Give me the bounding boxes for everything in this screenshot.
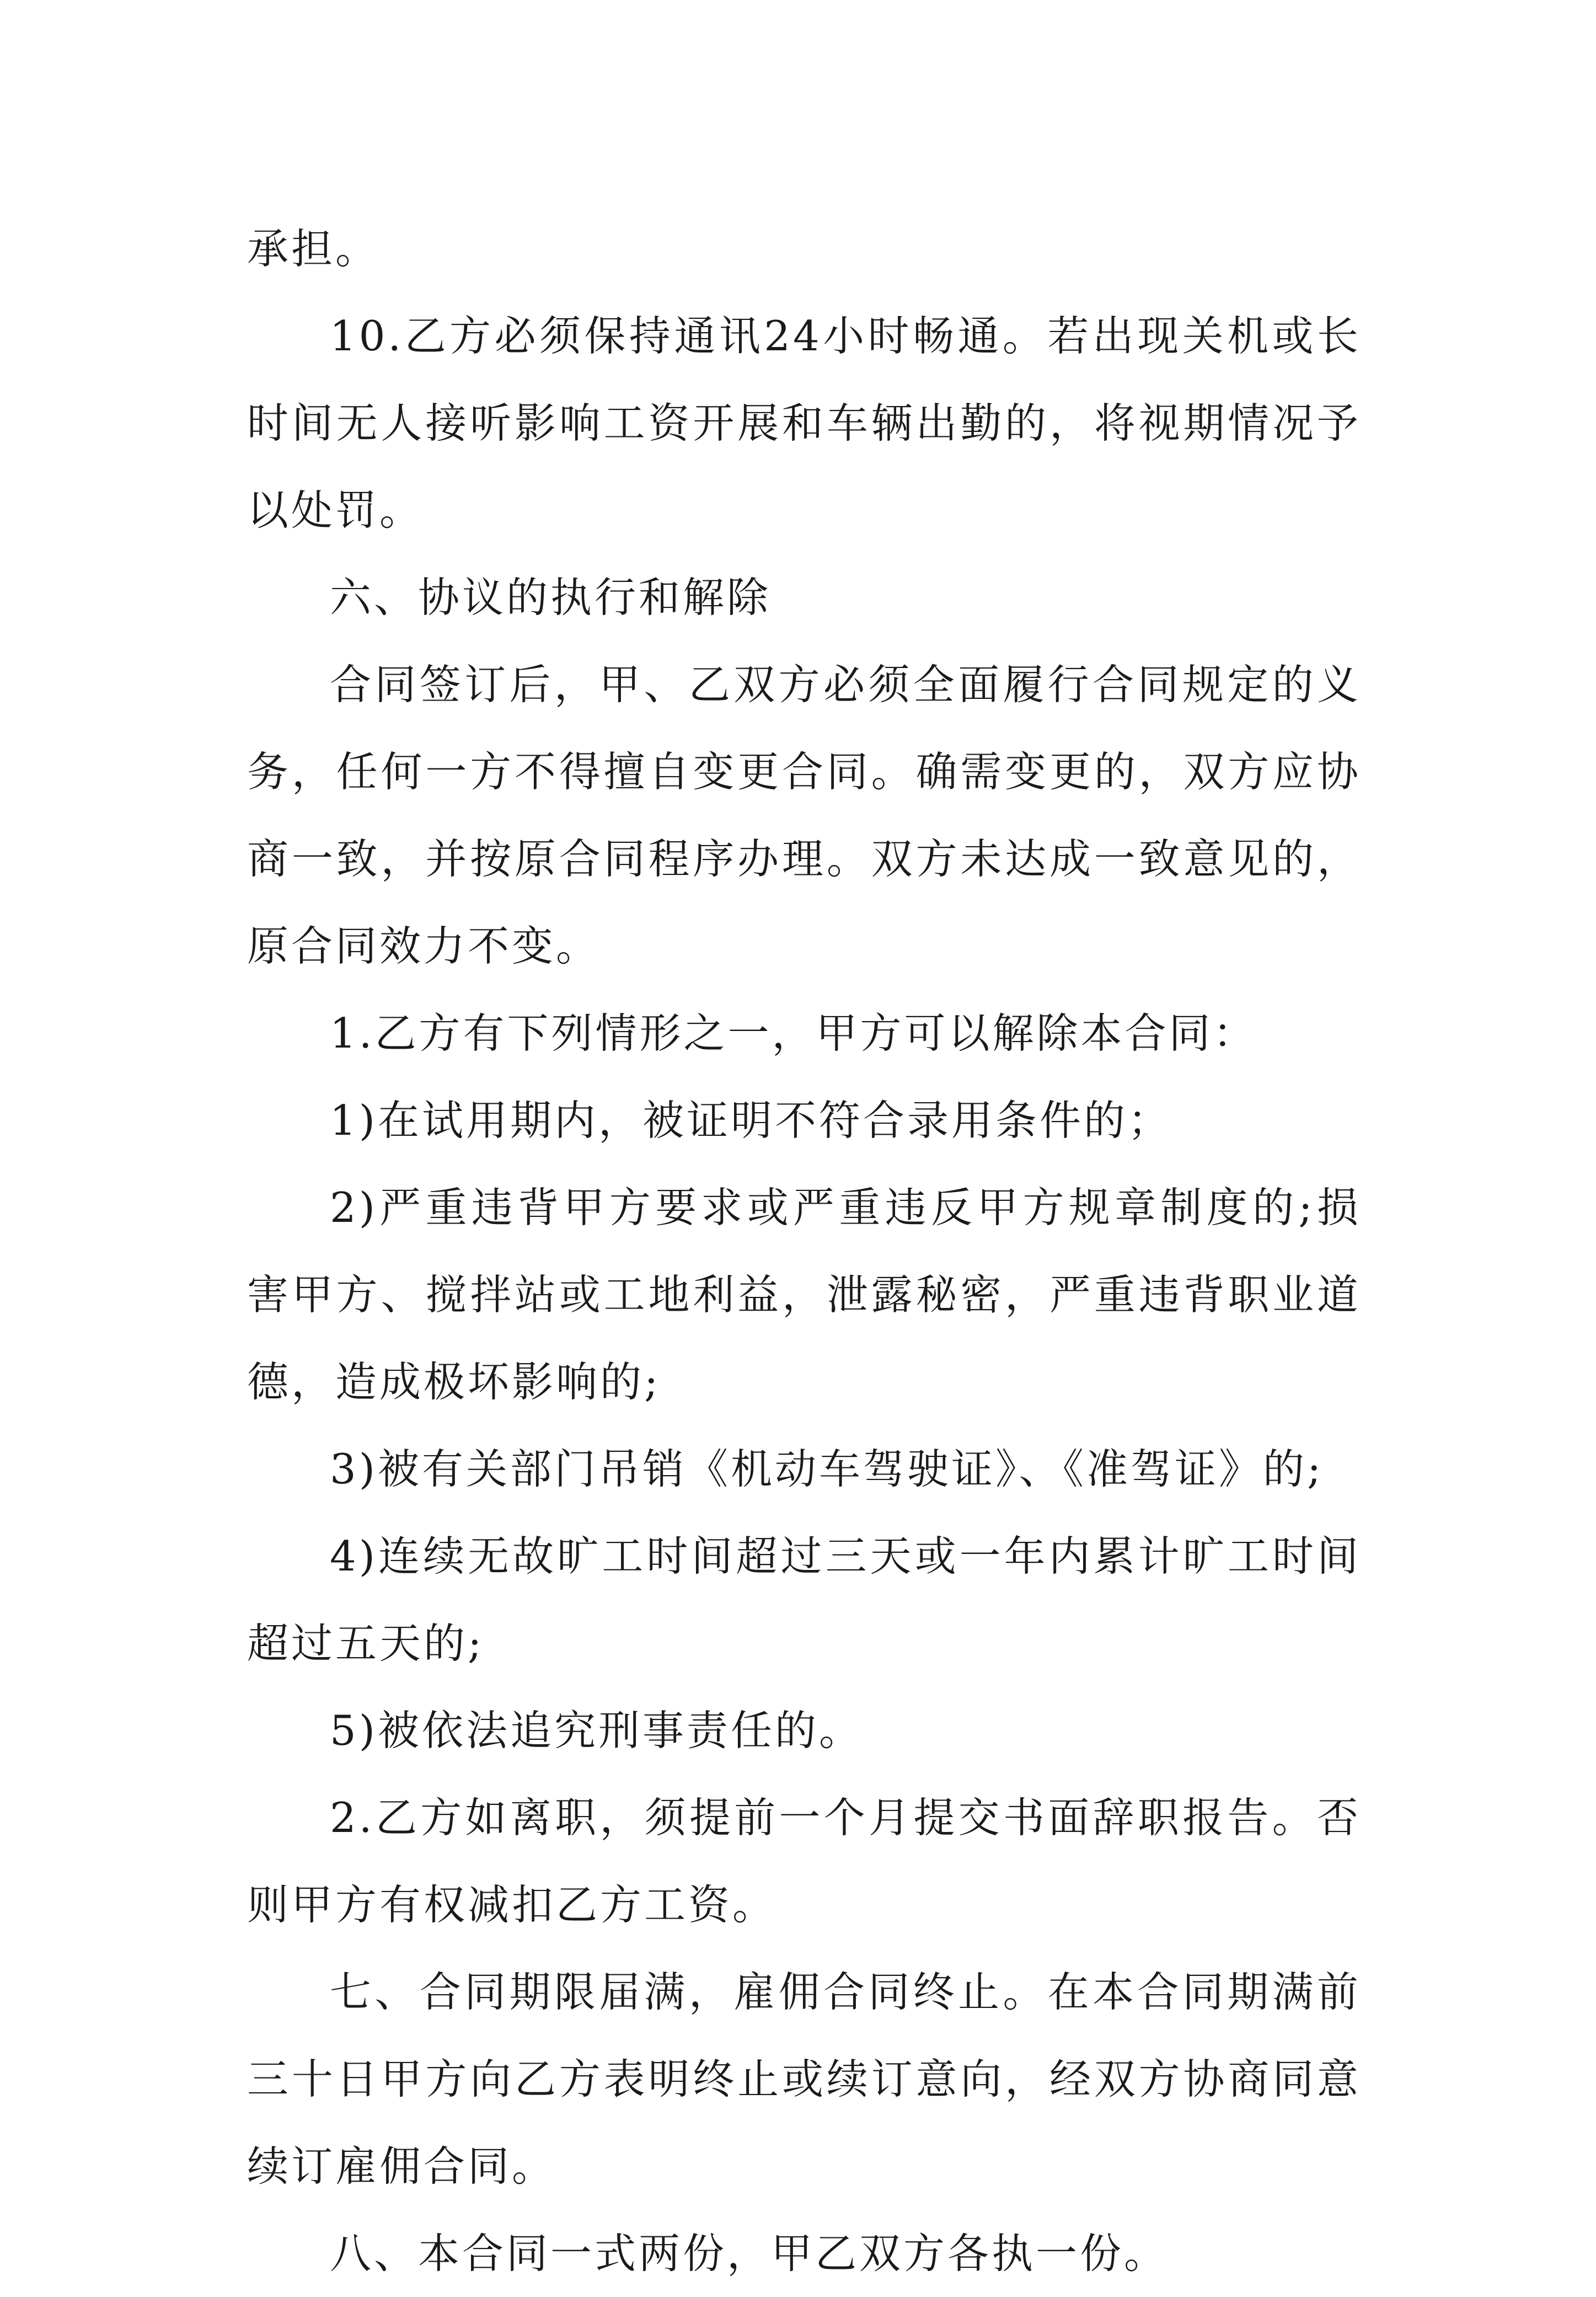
paragraph-resignation: 2.乙方如离职，须提前一个月提交书面辞职报告。否则甲方有权减扣乙方工资。 (247, 1793, 1361, 1929)
section-heading-8: 八、本合同一式两份，甲乙双方各执一份。 (330, 2229, 1169, 2278)
paragraph-termination-conditions: 1.乙方有下列情形之一，甲方可以解除本合同： (330, 1009, 1257, 1057)
section-heading-7: 七、合同期限届满，雇佣合同终止。在本合同期满前三十日甲方向乙方表明终止或续订意向，经双方协商同意续订雇佣合同。 (247, 1968, 1361, 2191)
list-item-5: 5)被依法追究刑事责任的。 (330, 1706, 863, 1755)
list-item-3: 3)被有关部门吊销《机动车驾驶证》、《准驾证》的; (330, 1445, 1324, 1493)
paragraph-clause-10: 10.乙方必须保持通讯24小时畅通。若出现关机或长时间无人接听影响工资开展和车辆出勤的，将视期情况予以处罚。 (247, 312, 1361, 535)
paragraph-contract-execution: 合同签订后，甲、乙双方必须全面履行合同规定的义务，任何一方不得擅自变更合同。确需变更的，双方应协商一致，并按原合同程序办理。双方未达成一致意见的，原合同效力不变。 (247, 660, 1361, 970)
list-item-2: 2)严重违背甲方要求或严重违反甲方规章制度的;损害甲方、搅拌站或工地利益，泄露秘密，严重违背职业道德，造成极坏影响的; (247, 1183, 1361, 1406)
document-body (247, 205, 1361, 2297)
list-item-1: 1)在试用期内，被证明不符合录用条件的； (330, 1096, 1172, 1145)
paragraph-continuation: 承担。 (247, 225, 380, 273)
section-heading-6: 六、协议的执行和解除 (330, 573, 772, 622)
list-item-4: 4)连续无故旷工时间超过三天或一年内累计旷工时间超过五天的; (247, 1532, 1361, 1668)
